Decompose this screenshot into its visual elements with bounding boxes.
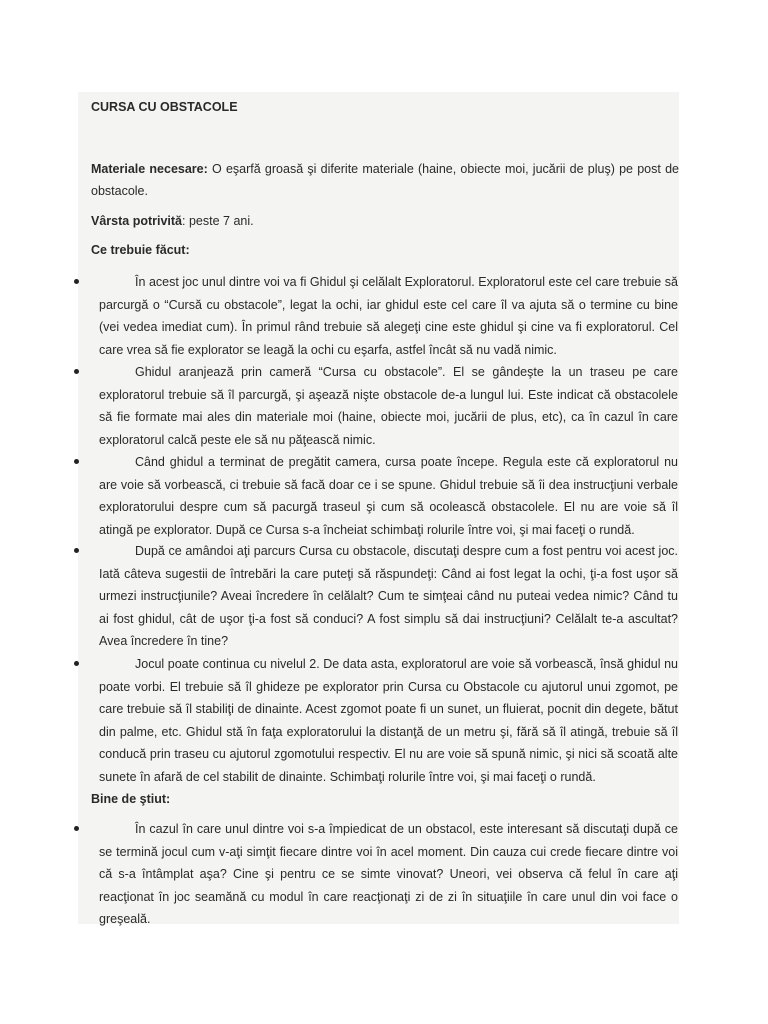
age-label: Vârsta potrivită — [91, 214, 183, 228]
bullet-icon — [74, 826, 79, 831]
materials-text: O eşarfă groasă şi diferite materiale (haine, obiecte moi, jucării de pluş) pe post de obstacole. — [91, 162, 679, 198]
document-title: CURSA CU OBSTACOLE — [91, 100, 238, 114]
bullet-icon — [74, 661, 79, 666]
materials-paragraph — [91, 158, 679, 202]
materials-label: Materiale necesare: — [91, 162, 208, 176]
list-item-text: După ce amândoi aţi parcurs Cursa cu obstacole, discutaţi despre cum a fost pentru voi acest joc. Iată câteva sugestii de întrebări la care puteţi să răspundeţi: Când ai fost legat la ochi, ţi-a fost uşor să urmezi instrucţiunile? Aveai încredere în celălalt? Cum te simţeai când nu puteai vedea nimic? Când tu ai fost ghidul, cât de uşor ţi-a fost să conduci? A fost simplu să dai instrucţiuni? Celălalt te-a ascultat? Avea încredere în tine? — [99, 544, 678, 648]
notes-heading: Bine de ştiut: — [91, 792, 171, 806]
age-paragraph — [91, 210, 679, 232]
list-item-text: În cazul în care unul dintre voi s-a împiedicat de un obstacol, este interesant să discutaţi după ce se termină jocul cum v-aţi simţit fiecare dintre voi în acel moment. Din cauza cui crede fiecare dintre voi că s-a întâmplat aşa? Cine şi pentru ce se simte vinovat? Uneori, vei observa că felul în care aţi reacţionat în joc seamănă cu modul în care reacţionaţi zi de zi în situaţiile în care unul din voi face o greşeală. — [99, 822, 678, 926]
list-item-text: Când ghidul a terminat de pregătit camera, cursa poate începe. Regula este că exploratorul nu are voie să vorbească, ci trebuie să facă doar ce i se spune. Ghidul trebuie să îi dea instrucţiuni verbale exploratorului despre cum să pacurgă traseul şi cum să ocolească obstacolele. El nu are voie să îl atingă pe explorator. După ce Cursa s-a încheiat schimbaţi rolurile între voi, şi mai faceţi o rundă. — [99, 455, 678, 537]
list-item-text: Jocul poate continua cu nivelul 2. De data asta, exploratorul are voie să vorbească, însă ghidul nu poate vorbi. El trebuie să îl ghideze pe explorator prin Cursa cu Obstacole cu ajutorul unui zgomot, pe care trebuie să îl stabiliţi de dinainte. Acest zgomot poate fi un sunet, un fluierat, pocnit din degete, bătut din palme, etc. Ghidul stă în faţa exploratorului la distanţă de un metru şi, fără să îl atingă, trebuie să îl conducă prin traseu cu ajutorul zgomotului respectiv. El nu are voie să spună nimic, şi nici să scoată alte sunete în afară de cel stabilit de dinainte. Schimbaţi rolurile între voi, şi mai faceţi o rundă. — [99, 657, 678, 784]
steps-heading: Ce trebuie făcut: — [91, 243, 190, 257]
bullet-icon — [74, 459, 79, 464]
bullet-icon — [74, 279, 79, 284]
list-item-text: Ghidul aranjează prin cameră “Cursa cu obstacole”. El se gândeşte la un traseu pe care exploratorul trebuie să îl parcurgă, şi aşează nişte obstacole de-a lungul lui. Este indicat că obstacolele să fie formate mai ales din materiale moi (haine, obiecte moi, jucării de plus, etc), ca în cazul în care exploratorul calcă peste ele să nu păţească nimic. — [99, 365, 678, 447]
bullet-icon — [74, 369, 79, 374]
list-item-text: În acest joc unul dintre voi va fi Ghidul şi celălalt Exploratorul. Exploratorul este cel care trebuie să parcurgă o “Cursă cu obstacole”, legat la ochi, iar ghidul este cel care îl va ajuta să o termine cu bine (vei vedea imediat cum). În primul rând trebuie să alegeţi cine este ghidul şi cine va fi exploratorul. Cel care vrea să fie explorator se leagă la ochi cu eşarfa, astfel încât să nu vadă nimic. — [99, 275, 678, 357]
bullet-icon — [74, 548, 79, 553]
age-text: : peste 7 ani. — [182, 214, 254, 228]
